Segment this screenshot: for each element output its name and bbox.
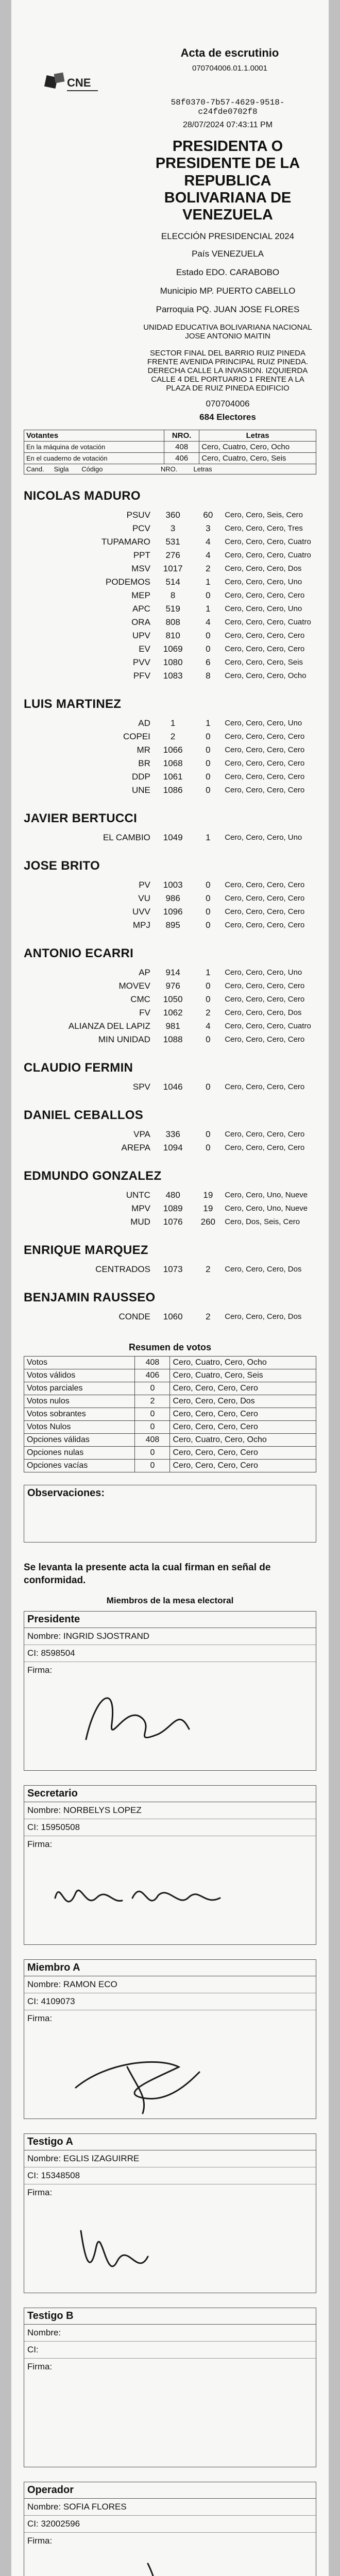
party-votes: 2 [206,1007,211,1018]
party-org: DDP [132,771,150,782]
party-org: APC [132,603,150,614]
signature-area [24,2533,316,2576]
party-org: AREPA [121,1142,150,1153]
party-txt: Cero, Cero, Cero, Ocho [225,671,307,681]
table-row: Votos 408 Cero, Cuatro, Cero, Ocho [24,1356,316,1369]
party-org: MUD [130,1216,150,1227]
candidate-name: NICOLAS MADURO [24,488,141,503]
vote-tally-receipt [11,0,329,2576]
letras-header: Letras [199,430,316,441]
party-txt: Cero, Cero, Cero, Tres [225,524,303,533]
member-ci: CI: 8598504 [24,1645,316,1662]
party-row [24,1033,316,1046]
member-role: Operador [24,2482,316,2499]
member-section [24,1959,316,2119]
party-table [24,878,316,932]
code-1: 070704006.01.1.0001 [192,64,267,73]
party-txt: Cero, Cero, Cero, Cero [225,1035,305,1044]
party-table [24,1263,316,1276]
party-org: TUPAMARO [101,536,150,547]
party-votes: 1 [206,603,211,614]
party-org: PSUV [126,510,150,520]
party-row [24,642,316,656]
party-code: 3 [170,523,176,533]
party-txt: Cero, Cero, Cero, Cero [225,772,305,782]
party-code: 1096 [163,906,183,917]
party-row [24,535,316,549]
center-name: UNIDAD EDUCATIVA BOLIVARIANA NACIONAL JOSE ANTONIO MAITIN [143,323,312,341]
observaciones-label: Observaciones: [27,1487,105,1499]
member-ci: CI: 32002596 [24,2516,316,2533]
party-votes: 19 [203,1190,213,1200]
party-votes: 0 [206,758,211,768]
party-code: 1 [170,718,176,728]
party-votes: 0 [206,906,211,917]
party-votes: 4 [206,550,211,560]
party-org: PPT [133,550,150,560]
party-code: 810 [165,630,180,640]
conformidad-text: Se levanta la presente acta la cual firman en señal de conformidad. [24,1562,271,1586]
member-section [24,2133,316,2293]
party-org: ALIANZA DEL LAPIZ [68,1021,150,1031]
logo-text: CNE [67,76,91,89]
party-row [24,669,316,683]
member-section [24,2308,316,2467]
party-org: SPV [132,1081,150,1092]
party-org: CENTRADOS [95,1264,150,1274]
party-txt: Cero, Cero, Seis, Cero [225,511,303,520]
party-code: 519 [165,603,180,614]
party-org: COPEI [123,731,150,741]
party-code: 976 [165,980,180,991]
party-row [24,1141,316,1155]
party-code: 1061 [163,771,183,782]
party-votes: 0 [206,643,211,654]
member-role: Testigo B [24,2308,316,2325]
party-votes: 2 [206,1311,211,1321]
party-votes: 0 [206,893,211,903]
firma-label: Firma: [27,1839,53,1849]
table-row: Votos Nulos 0 Cero, Cero, Cero, Cero [24,1420,316,1433]
party-org: MR [137,744,150,755]
election-name: ELECCIÓN PRESIDENCIAL 2024 [161,231,295,241]
party-code: 1076 [163,1216,183,1227]
candidate-name: DANIEL CEBALLOS [24,1108,144,1122]
signature-area [24,2359,316,2467]
party-votes: 260 [200,1216,215,1227]
handwritten-signature [24,1662,313,1770]
party-votes: 8 [206,670,211,681]
center-code: 070704006 [206,398,250,409]
party-code: 1089 [163,1203,183,1213]
party-org: AD [138,718,150,728]
member-role: Secretario [24,1786,316,1802]
party-code: 1046 [163,1081,183,1092]
party-votes: 0 [206,744,211,755]
party-code: 1088 [163,1034,183,1044]
party-votes: 1 [206,967,211,977]
member-nombre: Nombre: [24,2325,316,2342]
party-row [24,743,316,757]
electors-count: 684 Electores [199,412,256,422]
member-role: Testigo A [24,2134,316,2150]
party-org: MSV [131,563,150,573]
party-row [24,831,316,844]
party-code: 2 [170,731,176,741]
party-org: CMC [130,994,150,1004]
table-row: Opciones nulas 0 Cero, Cero, Cero, Cero [24,1446,316,1459]
party-table [24,1080,316,1094]
table-row: Votos válidos 406 Cero, Cuatro, Cero, Seis [24,1369,316,1382]
party-txt: Cero, Cero, Cero, Cuatro [225,1022,311,1031]
handwritten-signature [24,1836,313,1944]
party-votes: 0 [206,980,211,991]
member-section [24,1611,316,1771]
party-row [24,905,316,919]
party-code: 1017 [163,563,183,573]
party-org: VPA [133,1129,150,1139]
member-role: Miembro A [24,1960,316,1976]
party-code: 8 [170,590,176,600]
party-txt: Cero, Cero, Cero, Dos [225,564,302,573]
party-txt: Cero, Cero, Cero, Cero [225,759,305,768]
member-ci: CI: 4109073 [24,1993,316,2010]
member-role: Presidente [24,1612,316,1628]
estado: Estado EDO. CARABOBO [176,267,280,277]
party-org: CONDE [118,1311,150,1321]
party-row [24,656,316,669]
party-table [24,831,316,844]
firma-label: Firma: [27,2188,53,2197]
party-row [24,602,316,616]
resumen-title: Resumen de votos [128,1342,212,1352]
party-votes: 0 [206,879,211,890]
party-txt: Cero, Cero, Cero, Dos [225,1265,302,1274]
party-row [24,522,316,535]
party-txt: Cero, Cero, Cero, Cero [225,745,305,755]
election-title: PRESIDENTA O PRESIDENTE DE LA REPUBLICA BOLIVARIANA DE VENEZUELA [155,138,300,224]
handwritten-signature [24,2533,313,2576]
table-row: En la máquina de votación 408 Cero, Cuatro, Cero, Ocho [24,441,316,452]
party-code: 914 [165,967,180,977]
party-txt: Cero, Cero, Cero, Cero [225,591,305,600]
handwritten-signature [24,2010,313,2119]
party-row [24,1128,316,1141]
receipt-title: Acta de escrutinio [180,46,279,59]
party-row [24,730,316,743]
party-txt: Cero, Cero, Cero, Cero [225,907,305,917]
resumen-table [24,1356,316,1472]
pais: País VENEZUELA [192,248,264,259]
party-org: UNE [132,785,150,795]
observaciones-box [24,1485,316,1543]
signature-area [24,2010,316,2119]
party-txt: Cero, Cero, Cero, Uno [225,604,302,614]
party-txt: Cero, Cero, Cero, Cuatro [225,618,311,627]
party-txt: Cero, Cero, Cero, Cuatro [225,551,311,560]
party-org: MIN UNIDAD [98,1034,150,1044]
members-list [24,1611,316,2576]
party-code: 514 [165,577,180,587]
party-code: 1003 [163,879,183,890]
party-row [24,784,316,797]
member-nombre: Nombre: NORBELYS LOPEZ [24,1802,316,1819]
party-row [24,589,316,602]
party-votes: 0 [206,590,211,600]
party-org: UNTC [126,1190,150,1200]
table-row: Opciones vacías 0 Cero, Cero, Cero, Cero [24,1459,316,1472]
party-row [24,717,316,730]
firma-label: Firma: [27,1665,53,1675]
party-txt: Cero, Cero, Cero, Uno [225,719,302,728]
party-row [24,878,316,892]
party-votes: 0 [206,630,211,640]
party-code: 276 [165,550,180,560]
party-code: 895 [165,920,180,930]
party-table [24,1310,316,1324]
party-votes: 19 [203,1203,213,1213]
party-txt: Cero, Cero, Cero, Cero [225,995,305,1004]
party-code: 1069 [163,643,183,654]
party-row [24,1189,316,1202]
party-table [24,717,316,797]
party-row [24,1006,316,1020]
party-txt: Cero, Cero, Cero, Uno [225,968,302,977]
party-row [24,993,316,1006]
party-row [24,1263,316,1276]
party-votes: 0 [206,920,211,930]
party-votes: 2 [206,1264,211,1274]
party-txt: Cero, Cero, Cero, Uno [225,833,302,842]
party-code: 1050 [163,994,183,1004]
party-row [24,770,316,784]
party-votes: 1 [206,832,211,842]
member-ci: CI: 15348508 [24,2167,316,2184]
party-table [24,509,316,683]
party-txt: Cero, Cero, Cero, Dos [225,1312,302,1321]
party-votes: 0 [206,731,211,741]
parroquia: Parroquia PQ. JUAN JOSE FLORES [156,304,300,314]
party-votes: 0 [206,1142,211,1153]
party-txt: Cero, Cero, Cero, Cero [225,1143,305,1153]
party-txt: Cero, Dos, Seis, Cero [225,1217,300,1227]
party-row [24,575,316,589]
table-row: Votos sobrantes 0 Cero, Cero, Cero, Cero [24,1408,316,1420]
party-code: 1073 [163,1264,183,1274]
voters-table: Votantes NRO. Letras En la máquina de votación 408 Cero, Cuatro, Cero, Ocho En el cuaderno de votación 406 Cero, Cuatro, Cero, Seis Cand. Sigla Código NRO. Letras [24,430,316,474]
member-ci: CI: 15950508 [24,1819,316,1836]
party-txt: Cero, Cero, Cero, Cero [225,645,305,654]
party-txt: Cero, Cero, Cero, Cero [225,631,305,640]
party-txt: Cero, Cero, Cero, Cero [225,880,305,890]
candidate-name: ANTONIO ECARRI [24,946,134,960]
party-code: 1062 [163,1007,183,1018]
party-code: 1060 [163,1311,183,1321]
party-org: MPJ [132,920,150,930]
firma-label: Firma: [27,2013,53,2023]
candidate-name: LUIS MARTINEZ [24,697,122,711]
party-txt: Cero, Cero, Cero, Cero [225,1130,305,1139]
party-votes: 4 [206,617,211,627]
party-votes: 0 [206,1129,211,1139]
candidate-name: EDMUNDO GONZALEZ [24,1168,162,1183]
member-nombre: Nombre: SOFIA FLORES [24,2499,316,2516]
member-section [24,2482,316,2576]
party-votes: 2 [206,563,211,573]
table-row: Opciones válidas 408 Cero, Cuatro, Cero, Ocho [24,1433,316,1446]
party-org: PV [139,879,150,890]
party-row [24,919,316,932]
party-org: MPV [131,1203,150,1213]
party-row [24,1202,316,1215]
candidates-list [24,489,316,1324]
party-txt: Cero, Cero, Cero, Dos [225,1008,302,1018]
party-txt: Cero, Cero, Cero, Cero [225,786,305,795]
party-votes: 0 [206,994,211,1004]
party-votes: 60 [203,510,213,520]
party-org: PFV [133,670,150,681]
party-code: 1068 [163,758,183,768]
party-org: MEP [131,590,150,600]
signature-area [24,1662,316,1770]
datetime: 28/07/2024 07:43:11 PM [182,121,273,129]
party-txt: Cero, Cero, Cero, Uno [225,578,302,587]
party-votes: 1 [206,718,211,728]
party-txt: Cero, Cero, Cero, Cero [225,894,305,903]
party-code: 1083 [163,670,183,681]
party-code: 480 [165,1190,180,1200]
receipt-header [24,0,316,108]
party-code: 336 [165,1129,180,1139]
party-org: FV [139,1007,150,1018]
signature-area [24,1836,316,1944]
party-txt: Cero, Cero, Cero, Cuatro [225,537,311,547]
member-nombre: Nombre: EGLIS IZAGUIRRE [24,2150,316,2167]
party-votes: 1 [206,577,211,587]
party-org: PVV [132,657,150,667]
party-table [24,1189,316,1229]
party-code: 1086 [163,785,183,795]
table-row: En el cuaderno de votación 406 Cero, Cuatro, Cero, Seis [24,452,316,464]
party-votes: 3 [206,523,211,533]
party-row [24,562,316,575]
party-row [24,549,316,562]
party-votes: 4 [206,1021,211,1031]
party-code: 1066 [163,744,183,755]
party-org: PODEMOS [106,577,150,587]
party-org: BR [138,758,150,768]
member-nombre: Nombre: RAMON ECO [24,1976,316,1993]
municipio: Municipio MP. PUERTO CABELLO [160,285,296,296]
party-org: EL CAMBIO [103,832,150,842]
party-code: 360 [165,510,180,520]
party-votes: 4 [206,536,211,547]
candidate-name: JAVIER BERTUCCI [24,811,138,825]
party-txt: Cero, Cero, Cero, Seis [225,658,303,667]
firma-label: Firma: [27,2536,53,2546]
party-code: 808 [165,617,180,627]
party-org: MOVEV [118,980,150,991]
candidate-name: ENRIQUE MARQUEZ [24,1243,148,1257]
party-code: 531 [165,536,180,547]
party-row [24,979,316,993]
party-org: PCV [132,523,150,533]
party-table [24,1128,316,1155]
table-row: Votos nulos 2 Cero, Cero, Cero, Dos [24,1395,316,1408]
party-org: EV [139,643,150,654]
party-txt: Cero, Cero, Uno, Nueve [225,1204,308,1213]
party-code: 986 [165,893,180,903]
party-txt: Cero, Cero, Cero, Cero [225,732,305,741]
party-txt: Cero, Cero, Cero, Cero [225,921,305,930]
member-section [24,1785,316,1945]
table-row: Votos parciales 0 Cero, Cero, Cero, Cero [24,1382,316,1395]
nro-header: NRO. [164,430,199,441]
cne-logo [44,72,101,98]
party-row [24,629,316,642]
code-2: 58f0370-7b57-4629-9518-c24fde0702f8 [171,98,285,116]
party-row [24,509,316,522]
candidate-name: JOSE BRITO [24,858,100,873]
party-code: 981 [165,1021,180,1031]
party-txt: Cero, Cero, Cero, Cero [225,1082,305,1092]
center-address: SECTOR FINAL DEL BARRIO RUIZ PINEDA FRENTE AVENIDA PRINCIPAL RUIZ PINEDA. DERECHA CALLE LA INVASION. IZQUIERDA CALLE 4 DEL PORTUARIO 1 FRENTE A LA PLAZA DE RUIZ PINEDA EDIFICIO [147,348,309,393]
party-org: VU [138,893,150,903]
party-votes: 0 [206,1081,211,1092]
mesa-title: Miembros de la mesa electoral [106,1596,234,1605]
party-txt: Cero, Cero, Uno, Nueve [225,1191,308,1200]
party-row [24,966,316,979]
party-row [24,1310,316,1324]
party-org: UPV [132,630,150,640]
party-txt: Cero, Cero, Cero, Cero [225,981,305,991]
party-code: 1094 [163,1142,183,1153]
party-row [24,1080,316,1094]
candidate-name: CLAUDIO FERMIN [24,1060,133,1075]
party-code: 1080 [163,657,183,667]
party-table [24,966,316,1046]
party-row [24,1020,316,1033]
party-row [24,757,316,770]
voters-header: Votantes [24,430,164,441]
member-nombre: Nombre: INGRID SJOSTRAND [24,1628,316,1645]
party-votes: 0 [206,1034,211,1044]
firma-label: Firma: [27,2362,53,2371]
handwritten-signature [24,2184,313,2293]
party-org: ORA [131,617,150,627]
signature-area [24,2184,316,2293]
candidate-name: BENJAMIN RAUSSEO [24,1290,156,1304]
party-votes: 6 [206,657,211,667]
party-row [24,1215,316,1229]
party-row [24,892,316,905]
party-org: AP [139,967,150,977]
party-org: UVV [132,906,150,917]
party-code: 1049 [163,832,183,842]
party-votes: 0 [206,771,211,782]
member-ci: CI: [24,2342,316,2359]
party-votes: 0 [206,785,211,795]
party-row [24,616,316,629]
